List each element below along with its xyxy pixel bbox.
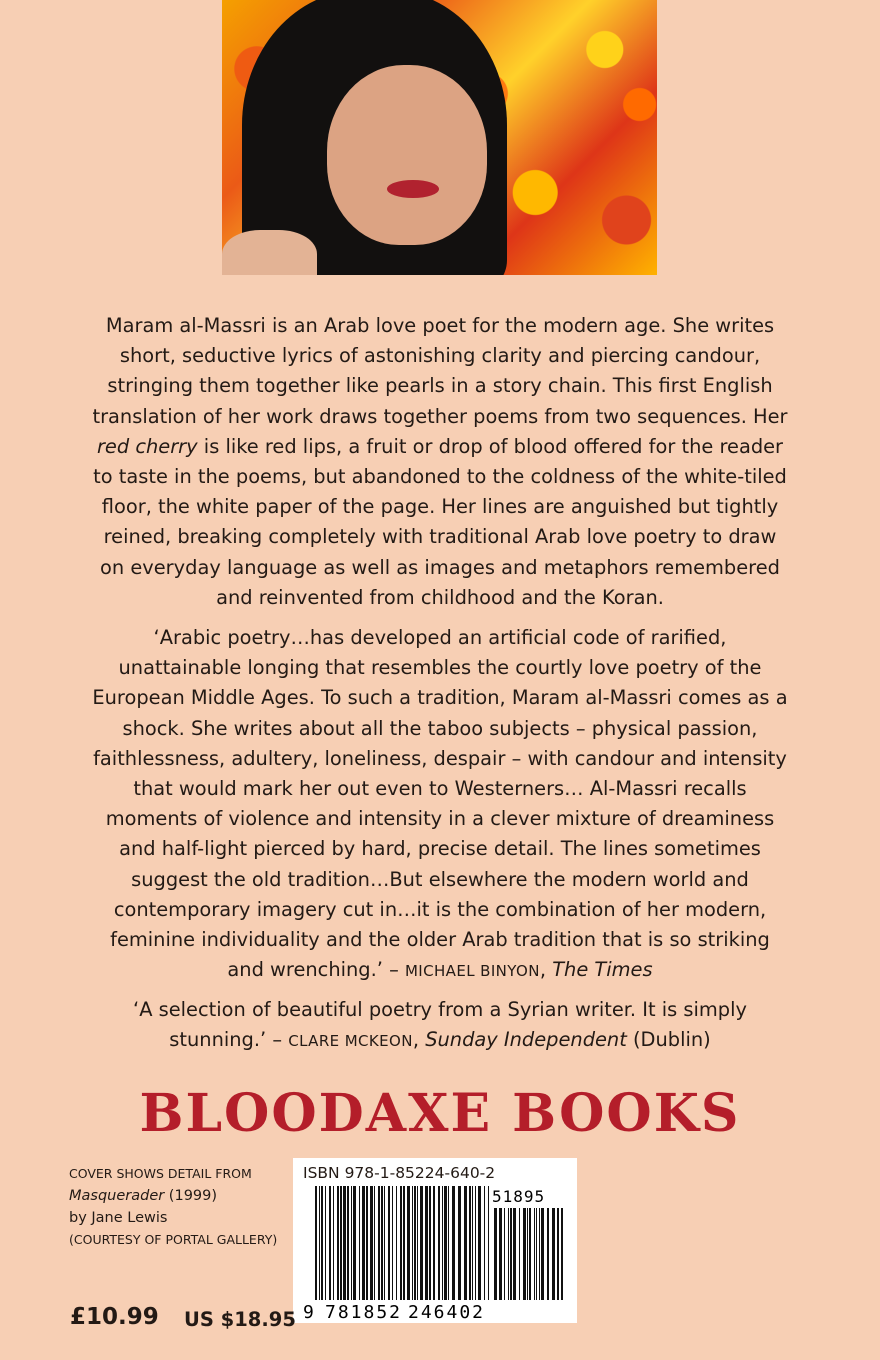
credit-artist: by Jane Lewis [69,1210,168,1226]
barcode-bar [319,1186,320,1300]
barcode-bar [414,1186,416,1300]
barcode-bar [475,1186,476,1300]
barcode-bar [340,1186,342,1300]
price-usd: US $18.95 [184,1308,296,1331]
barcode-bar [442,1186,443,1300]
barcode-bar [494,1208,497,1300]
review-quote-independent [92,995,788,1056]
barcode-bar [412,1186,413,1300]
barcode-bar [536,1208,537,1300]
barcode-bar [329,1186,331,1300]
barcode-bar [343,1186,346,1300]
barcode-bar [433,1186,435,1300]
author-photo [222,0,657,275]
barcode-bar [444,1186,447,1300]
credit-year: (1999) [164,1188,218,1204]
isbn-label: ISBN 978-1-85224-640-2 [303,1164,496,1182]
price-gbp: £10.99 [70,1304,159,1330]
barcode-bar [529,1208,531,1300]
barcode-bar [508,1208,509,1300]
barcode-addon-bars [494,1208,563,1300]
quote2-author: CLARE MCKEON [288,1032,413,1051]
barcode-bar [417,1186,418,1300]
barcode-digits-left: 781852 [325,1302,403,1323]
barcode-bar [425,1186,428,1300]
barcode-bar [458,1186,461,1300]
barcode-bar [374,1186,375,1300]
barcode-bar [527,1208,528,1300]
barcode-bar [539,1208,540,1300]
barcode-bar [362,1186,365,1300]
quote2-source: Sunday Independent [425,1028,627,1052]
photo-face [327,65,487,245]
barcode-bar [429,1186,431,1300]
barcode-bar [384,1186,385,1300]
credit-line1: COVER SHOWS DETAIL FROM [69,1166,252,1181]
barcode-bar [488,1186,489,1300]
barcode-addon-digits: 51895 [492,1187,546,1206]
barcode-bar [547,1208,549,1300]
quote1-author: MICHAEL BINYON [404,962,540,981]
barcode-graphic [293,1158,577,1323]
barcode-bar [452,1186,455,1300]
photo-shoulder [222,230,317,275]
credit-courtesy: (COURTESY OF PORTAL GALLERY) [69,1232,278,1247]
barcode-bar [370,1186,373,1300]
quote1-separator: , [539,958,553,982]
barcode-bar [484,1186,485,1300]
review-quote-times [92,623,788,986]
barcode-bar [499,1208,502,1300]
quote1-source: The Times [552,958,653,982]
barcode-bar [381,1186,383,1300]
isbn-barcode [293,1158,577,1323]
publisher-logo: BLOODAXE BOOKS [139,1083,741,1144]
barcode-bar [464,1186,467,1300]
barcode-bar [353,1186,356,1300]
barcode-bar [396,1186,397,1300]
barcode-bar [519,1208,520,1300]
barcode-bar [510,1208,512,1300]
quote2-separator: , [412,1028,426,1052]
barcode-bar [321,1186,323,1300]
barcode-bar [392,1186,393,1300]
barcode-bar [438,1186,440,1300]
quote2-suffix: (Dublin) [626,1028,711,1052]
barcode-bar [366,1186,368,1300]
barcode-bar [504,1208,505,1300]
barcode-bar [561,1208,563,1300]
barcode-bar [523,1208,526,1300]
barcode-main-bars [315,1186,489,1300]
blurb-text-1: Maram al-Massri is an Arab love poet for the modern age. She writes short, seductive lyrics of astonishing clarity and piercing candour, stringing them together like pearls in a story chain. This first English translation of her work draws together poems from two sequences. Her [92,314,788,428]
barcode-bar [448,1186,449,1300]
barcode-digits-right: 246402 [408,1302,486,1323]
barcode-bar [478,1186,481,1300]
barcode-bar [333,1186,334,1300]
barcode-bar [359,1186,360,1300]
barcode-bar [513,1208,516,1300]
barcode-bar [541,1208,544,1300]
photo-lips [387,180,439,198]
barcode-bar [400,1186,402,1300]
barcode-bar [347,1186,349,1300]
barcode-bar [388,1186,390,1300]
barcode-bar [469,1186,471,1300]
barcode-bar [337,1186,339,1300]
barcode-bar [557,1208,559,1300]
credit-title: Masquerader [69,1188,165,1204]
blurb-text-2: is like red lips, a fruit or drop of blood offered for the reader to taste in the poems, but abandoned to the coldness of the white-tiled floor, the white paper of the page. Her lines are anguished but tightly reined, breaking completely with traditional Arab love poetry to draw on everyday language as well as images and metaphors remembered and reinvented from childhood and the Koran. [93,434,787,609]
barcode-bar [351,1186,352,1300]
blurb-italic: red cherry [96,434,198,458]
barcode-bar [534,1208,535,1300]
barcode-bar [472,1186,473,1300]
barcode-bar [315,1186,317,1300]
quote2-text: ‘A selection of beautiful poetry from a Syrian writer. It is simply stunning.’ – [133,998,747,1052]
barcode-bar [407,1186,410,1300]
barcode-bar [325,1186,326,1300]
cover-credit [69,1163,299,1251]
barcode-bar [378,1186,380,1300]
book-blurb [92,311,788,613]
barcode-bar [552,1208,555,1300]
barcode-digit-lead: 9 [303,1302,314,1323]
barcode-bar [420,1186,423,1300]
quote1-text: ‘Arabic poetry…has developed an artificial code of rarified, unattainable longing that resembles the courtly love poetry of the European Middle Ages. To such a tradition, Maram al-Massri comes as a shock. She writes about all the taboo subjects – physical passion, faithlessness, adultery, loneliness, despair – with candour and intensity that would mark her out even to Westerners… Al-Massri recalls moments of violence and intensity in a clever mixture of dreaminess and half-light pierced by hard, precise detail. The lines sometimes suggest the old tradition…But elsewhere the modern world and contemporary imagery cut in…it is the combination of her modern, feminine individuality and the older Arab tradition that is so striking and wrenching.’ – [92,626,788,982]
barcode-bar [403,1186,405,1300]
